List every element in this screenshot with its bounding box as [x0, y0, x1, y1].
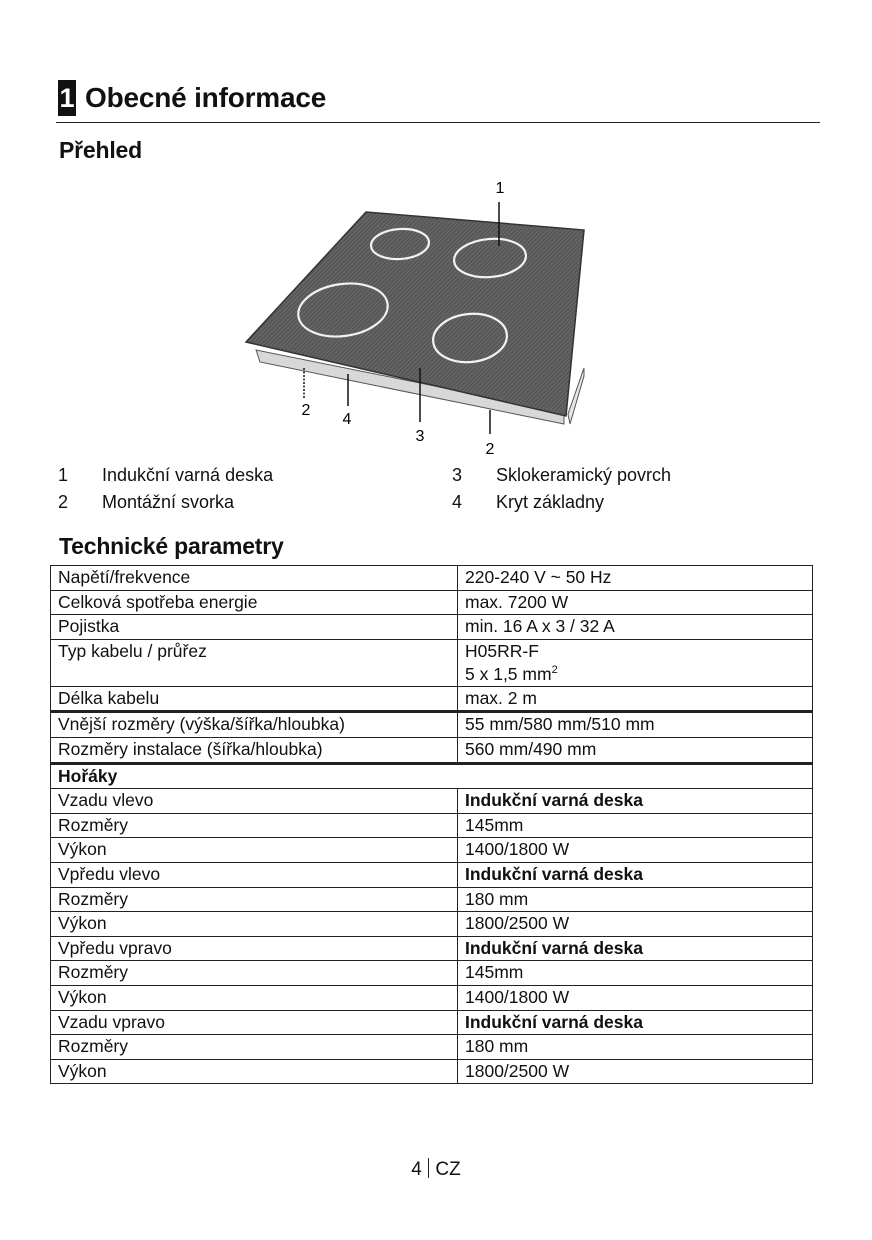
table-row — [51, 862, 813, 887]
table-row — [51, 838, 813, 863]
table-cell: Rozměry instalace (šířka/hloubka) — [51, 737, 458, 763]
specs-heading: Technické parametry — [59, 533, 284, 559]
table-cell: 220-240 V ~ 50 Hz — [458, 566, 813, 591]
footer-separator — [428, 1158, 430, 1178]
table-cell: Vpředu vpravo — [51, 936, 458, 961]
legend-left — [58, 462, 273, 516]
table-row — [51, 1035, 813, 1060]
legend-item: 1 Indukční varná deska — [58, 465, 274, 485]
section-title: Obecné informace — [85, 82, 327, 113]
cooktop-diagram — [236, 172, 606, 462]
callout-2-left: 2 — [301, 402, 311, 419]
table-cell: Napětí/frekvence — [51, 566, 458, 591]
table-row — [51, 712, 813, 738]
section-number: 1 — [58, 80, 76, 116]
table-cell: 55 mm/580 mm/510 mm — [458, 712, 813, 738]
table-cell: 560 mm/490 mm — [458, 737, 813, 763]
table-row — [51, 590, 813, 615]
table-cell: Délka kabelu — [51, 686, 458, 712]
table-cell: 180 mm — [458, 1035, 813, 1060]
table-cell: Výkon — [51, 912, 458, 937]
table-row — [51, 639, 813, 686]
table-row — [51, 985, 813, 1010]
table-cell: Vnější rozměry (výška/šířka/hloubka) — [51, 712, 458, 738]
table-cell: Výkon — [51, 838, 458, 863]
table-cell: 1400/1800 W — [458, 985, 813, 1010]
table-cell: Indukční varná deska — [458, 789, 813, 814]
table-cell: H05RR-F 5 x 1,5 $mm^2$ — [458, 639, 813, 686]
table-cell: Hořáky — [51, 763, 813, 789]
table-cell: max. 7200 W — [458, 590, 813, 615]
table-cell: Vzadu vlevo — [51, 789, 458, 814]
table-cell: Výkon — [51, 985, 458, 1010]
table-row — [51, 813, 813, 838]
table-cell: Celková spotřeba energie — [51, 590, 458, 615]
table-cell: min. 16 A x 3 / 32 A — [458, 615, 813, 640]
table-cell: 1800/2500 W — [458, 1059, 813, 1084]
table-cell: Rozměry — [51, 961, 458, 986]
table-cell: 145mm — [458, 813, 813, 838]
table-cell: Výkon — [51, 1059, 458, 1084]
specs-table — [50, 565, 813, 1084]
table-cell: 145mm — [458, 961, 813, 986]
table-cell: Rozměry — [51, 1035, 458, 1060]
table-row — [51, 737, 813, 763]
callout-1: 1 — [495, 180, 505, 197]
callout-4: 4 — [342, 411, 352, 428]
table-row — [51, 936, 813, 961]
table-cell: Vpředu vlevo — [51, 862, 458, 887]
table-row — [51, 961, 813, 986]
table-cell: 1400/1800 W — [458, 838, 813, 863]
table-cell: Pojistka — [51, 615, 458, 640]
table-cell: 1800/2500 W — [458, 912, 813, 937]
callout-2-right: 2 — [485, 441, 495, 458]
table-row — [51, 566, 813, 591]
legend-item: 4 Kryt základny — [452, 492, 605, 512]
table-cell: Rozměry — [51, 813, 458, 838]
table-row — [51, 887, 813, 912]
table-cell: Rozměry — [51, 887, 458, 912]
table-cell: Vzadu vpravo — [51, 1010, 458, 1035]
table-cell: 180 mm — [458, 887, 813, 912]
overview-heading: Přehled — [59, 137, 142, 163]
table-row — [51, 789, 813, 814]
table-row — [51, 912, 813, 937]
burners-heading-row — [51, 763, 813, 789]
legend-right — [452, 462, 671, 516]
table-cell: Typ kabelu / průřez — [51, 639, 458, 686]
legend-item: 2 Montážní svorka — [58, 492, 235, 512]
table-cell: Indukční varná deska — [458, 862, 813, 887]
page-footer — [0, 1158, 872, 1181]
callout-3: 3 — [415, 428, 425, 445]
table-row — [51, 686, 813, 712]
table-cell: Indukční varná deska — [458, 1010, 813, 1035]
table-cell: max. 2 m — [458, 686, 813, 712]
language-code: CZ — [435, 1159, 461, 1180]
legend-item: 3 Sklokeramický povrch — [452, 465, 672, 485]
section-header — [56, 78, 820, 123]
table-row — [51, 615, 813, 640]
page-number: 4 — [411, 1159, 422, 1180]
table-row — [51, 1059, 813, 1084]
table-cell: Indukční varná deska — [458, 936, 813, 961]
table-row — [51, 1010, 813, 1035]
